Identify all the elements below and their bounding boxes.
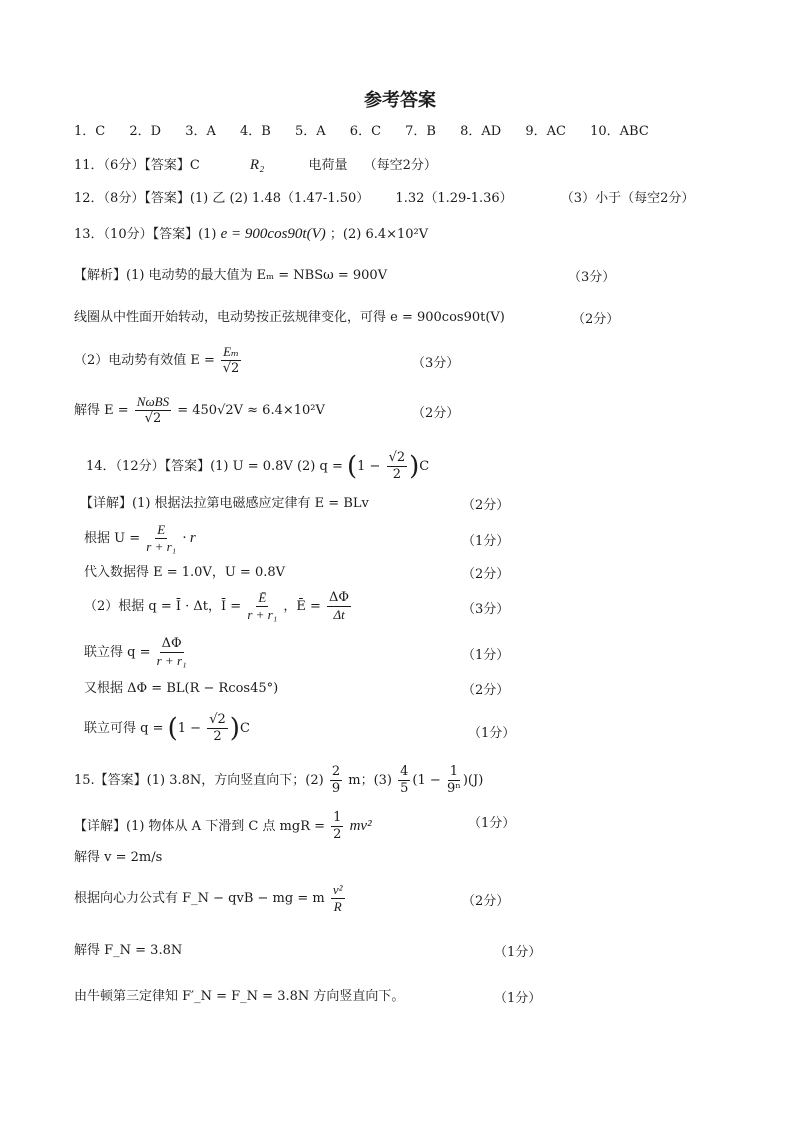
frac-den: √2 (144, 411, 162, 426)
q13-l4-score: （2分） (412, 406, 460, 421)
q13-l2: 线圈从中性面开始转动，电动势按正弦规律变化，可得 e = 900cos90t(V) (74, 310, 505, 325)
q14-line5 (84, 636, 189, 669)
fraction (398, 764, 410, 797)
q13-head-line (74, 224, 428, 245)
mcq-item: 3．A (185, 124, 216, 139)
q14-l1: 【详解】(1) 根据法拉第电磁感应定律有 E = BLv (80, 496, 369, 511)
fraction (330, 764, 342, 797)
frac-den: Δt (333, 607, 345, 622)
frac-den: 5 (400, 781, 409, 796)
q13-l4a: 解得 E = (74, 403, 129, 418)
q14-l3: 代入数据得 E = 1.0V，U = 0.8V (84, 565, 286, 580)
q14-l2a: 根据 U = (84, 531, 141, 546)
q14-l2b: · r (182, 530, 196, 546)
q11-charge: 电荷量 (308, 158, 348, 173)
q15-l1b: mv² (349, 818, 372, 834)
mcq-item: 5．A (294, 124, 326, 139)
fraction (331, 810, 343, 843)
q13-line2 (74, 308, 505, 328)
frac-den: 2 (392, 467, 401, 482)
q15-head-pre: (1 − (412, 773, 441, 788)
q15-line4 (74, 941, 182, 961)
q14-line7 (84, 712, 250, 745)
q11-line (74, 155, 437, 176)
q14-l2-score: （1分） (462, 534, 510, 549)
q15-head: 15.【答案】(1) 3.8N，方向竖直向下；(2) (74, 773, 324, 788)
fraction (157, 636, 187, 669)
q15-l1-score: （1分） (468, 816, 516, 831)
q14-l7unit: C (239, 721, 250, 736)
q13-line4 (74, 394, 325, 427)
q13-part2: ；(2) 6.4×10²V (329, 227, 429, 242)
frac-num: Ē (258, 590, 267, 605)
frac-den: r + r₁ (156, 653, 187, 668)
frac-num: 1 (449, 764, 459, 779)
q14-l5a: 联立得 q = (84, 645, 151, 660)
q14-l5-score: （1分） (462, 648, 510, 663)
fraction (247, 590, 277, 623)
q14-l7a: 联立可得 q = (84, 721, 164, 736)
fraction (146, 522, 176, 555)
q14-l7pre: 1 − (177, 721, 202, 736)
q14-line3 (84, 563, 285, 583)
q12-line (74, 189, 694, 209)
q15-head-unit: )(J) (462, 773, 484, 788)
frac-num: Eₘ (223, 344, 239, 359)
mcq-item: 2．D (129, 124, 162, 139)
mcq-item: 9．AC (525, 124, 566, 139)
frac-num: 2 (331, 764, 341, 779)
frac-num: √2 (209, 712, 226, 727)
q14-head: 14．（12分）【答案】(1) U = 0.8V (2) q = (86, 459, 343, 474)
q14-l4b: ，Ē = (283, 599, 321, 614)
frac-den: 9 (331, 781, 341, 796)
q14-head-pre: 1 − (357, 459, 381, 474)
mcq-answers (74, 122, 669, 142)
frac-num: E (157, 522, 166, 537)
fraction (447, 764, 461, 797)
q14-head-unit: C (419, 459, 430, 474)
q13-head: 13．（10分）【答案】(1) (74, 227, 217, 242)
q14-line2 (84, 522, 196, 555)
q13-l1-score: （3分） (568, 270, 616, 285)
q14-head-line (86, 450, 429, 483)
q12-v2: 1.32（1.29-1.36） (395, 191, 513, 206)
frac-den: R (333, 899, 342, 914)
fraction (135, 394, 171, 427)
q13-l4b: = 450√2V ≈ 6.4×10²V (177, 403, 325, 418)
frac-num: NωBS (136, 394, 170, 409)
frac-num: v² (332, 882, 343, 897)
q14-line6 (84, 679, 278, 699)
fraction (331, 882, 345, 915)
mcq-item: 8．AD (460, 124, 502, 139)
frac-num: ΔΦ (329, 590, 350, 605)
frac-den: 2 (213, 729, 222, 744)
q15-l2: 解得 v = 2m/s (74, 850, 163, 865)
frac-den: r + r₁ (247, 607, 278, 622)
q14-l1-score: （2分） (462, 498, 510, 513)
q14-line4 (84, 590, 353, 623)
frac-num: √2 (388, 450, 406, 465)
q14-l4a: （2）根据 q = Ī · Δt，Ī = (84, 599, 242, 614)
q15-l5-score: （1分） (494, 991, 542, 1006)
mcq-item: 1．C (74, 124, 106, 139)
paren-open: ( (346, 451, 358, 482)
mcq-item: 4．B (240, 124, 271, 139)
q14-l4-score: （3分） (462, 602, 510, 617)
q13-l1: 【解析】(1) 电动势的最大值为 Eₘ = NBSω = 900V (74, 268, 388, 283)
fraction (207, 712, 228, 745)
q15-head-line (74, 764, 483, 797)
q12-note: （3）小于（每空2分） (560, 191, 695, 206)
frac-den: 9ⁿ (446, 781, 461, 796)
q14-l6: 又根据 ΔΦ = BL(R − Rcos45°) (84, 681, 279, 696)
q11-note: （每空2分） (363, 158, 437, 173)
q13-l2-score: （2分） (572, 312, 620, 327)
q14-l7-score: （1分） (468, 726, 516, 741)
q15-l3-score: （2分） (462, 894, 510, 909)
q15-l5: 由牛顿第三定律知 F′_N = F_N = 3.8N 方向竖直向下。 (74, 989, 405, 1004)
frac-den: √2 (222, 361, 240, 376)
q13-eq1: e = 900cos90t(V) (220, 226, 326, 242)
frac-num: ΔΦ (161, 636, 182, 651)
q11-r2: R₂ (249, 157, 265, 173)
q13-l3-score: （3分） (412, 356, 460, 371)
fraction (221, 344, 241, 377)
q15-l1a: 【详解】(1) 物体从 A 下滑到 C 点 mgR = (74, 819, 326, 834)
q13-line1 (74, 266, 387, 286)
q15-line2 (74, 848, 162, 868)
q14-l6-score: （2分） (462, 683, 510, 698)
q15-line5 (74, 987, 404, 1007)
mcq-item: 6．C (349, 124, 382, 139)
frac-num: 4 (400, 764, 409, 779)
frac-num: 1 (333, 810, 342, 825)
fraction (327, 590, 351, 623)
mcq-item: 10．ABC (590, 124, 649, 139)
q13-line3 (74, 344, 243, 377)
q14-line1 (80, 494, 369, 514)
page-title: 参考答案 (364, 90, 436, 111)
frac-den: r + r₁ (146, 539, 177, 554)
paren-close: ) (409, 451, 420, 482)
q15-l3a: 根据向心力公式有 F_N − qvB − mg = m (74, 891, 325, 906)
q11-head: 11．（6分）【答案】C (74, 158, 200, 173)
q15-l4-score: （1分） (494, 945, 542, 960)
q15-line3 (74, 882, 347, 915)
q14-l3-score: （2分） (462, 567, 510, 582)
paren-close: ) (229, 713, 240, 744)
q15-line1 (74, 810, 372, 843)
q15-head-mid: m；(3) (348, 773, 392, 788)
q12-head: 12．（8分）【答案】(1) 乙 (2) 1.48（1.47-1.50） (74, 191, 370, 206)
frac-den: 2 (333, 827, 342, 842)
mcq-item: 7．B (405, 124, 436, 139)
q15-l4: 解得 F_N = 3.8N (74, 943, 183, 958)
paren-open: ( (167, 713, 178, 744)
q13-l3a: （2）电动势有效值 E = (74, 353, 215, 368)
fraction (387, 450, 408, 483)
